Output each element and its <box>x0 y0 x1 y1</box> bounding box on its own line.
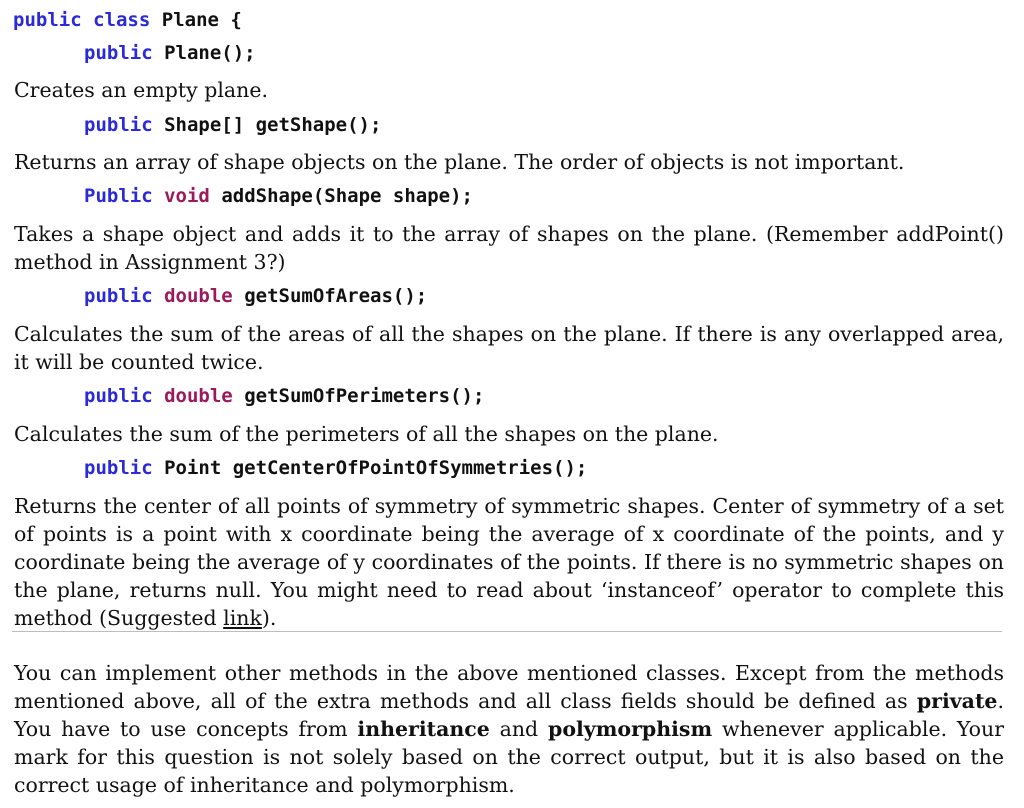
sumareas-description: Calculates the sum of the areas of all the shapes on the plane. If there is any overlapped area, it will be counted twice. <box>14 322 1004 374</box>
keyword-public: Public <box>84 185 153 207</box>
keyword-public: public <box>84 385 153 407</box>
sumperimeters-signature <box>84 384 484 408</box>
footer-paragraph <box>14 659 1004 799</box>
getshape-description: Returns an array of shape objects on the plane. The order of objects is not important. <box>14 150 905 174</box>
signature-text: addShape(Shape shape); <box>221 185 473 207</box>
signature-text: getSumOfPerimeters(); <box>244 385 485 407</box>
keyword-public: public <box>84 42 153 64</box>
getshape-signature <box>84 113 381 137</box>
keyword-type: double <box>164 385 233 407</box>
footer-text-2: . You have to use concepts from <box>14 689 1004 741</box>
keyword-type: double <box>164 285 233 307</box>
signature-text: Point getCenterOfPointOfSymmetries(); <box>164 457 588 479</box>
keyword-type: void <box>164 185 210 207</box>
keyword-public: public <box>84 457 153 479</box>
centersymmetry-signature <box>84 456 587 480</box>
constructor-description: Creates an empty plane. <box>14 78 268 102</box>
description-text: Returns the center of all points of symmetry of symmetric shapes. Center of symmetry of a set of points is a point with x coordinate being the average of x coordinate of the points, and y coordinate being the average of y coordinates of the points. If there is no symmetric shapes on the plane, returns null. You might need to read about ‘instanceof’ operator to complete this method (Suggested <box>14 494 1004 630</box>
polymorphism-emphasis: polymorphism <box>548 717 713 741</box>
sumareas-signature <box>84 284 427 308</box>
signature-text: getSumOfAreas(); <box>244 285 428 307</box>
constructor-signature <box>84 41 256 65</box>
footer-text-1: You can implement other methods in the above mentioned classes. Except from the methods mentioned above, all of the extra methods and all class fields should be defined as <box>14 661 1004 713</box>
keyword-class: class <box>93 9 151 31</box>
addshape-description: Takes a shape object and adds it to the array of shapes on the plane. (Remember addPoint() method in Assignment 3?) <box>14 222 1004 274</box>
sumperimeters-description: Calculates the sum of the perimeters of all the shapes on the plane. <box>14 422 719 446</box>
footer-text-4: whenever applicable. Your mark for this question is not solely based on the correct output, but it is also based on the correct usage of inheritance and polymorphism. <box>14 717 1004 797</box>
centersymmetry-description <box>14 492 1004 632</box>
class-declaration <box>13 8 242 32</box>
signature-text: Plane(); <box>164 42 256 64</box>
signature-text: Shape[] getShape(); <box>164 114 382 136</box>
description-end: ). <box>261 606 277 630</box>
addshape-signature <box>84 184 473 208</box>
inheritance-emphasis: inheritance <box>357 717 490 741</box>
divider <box>12 631 1002 632</box>
private-emphasis: private <box>916 689 998 713</box>
footer-text-3: and <box>489 717 548 741</box>
keyword-public: public <box>84 285 153 307</box>
keyword-public: public <box>84 114 153 136</box>
keyword-public: public <box>13 9 82 31</box>
suggested-link[interactable]: link <box>223 606 262 630</box>
class-name: Plane { <box>161 9 242 31</box>
